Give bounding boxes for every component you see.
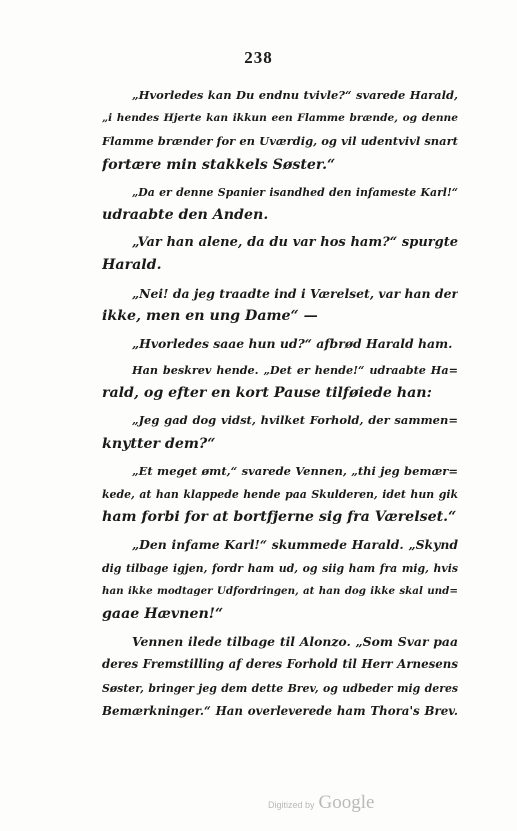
text-line: gaae Hævnen!“: [102, 605, 224, 622]
text-line: Harald.: [102, 257, 162, 274]
digitized-label: Digitized by: [268, 800, 315, 810]
text-line: „Var han alene, da du var hos ham?“ spurgte: [132, 235, 458, 251]
text-line: „Nei! da jeg traadte ind i Værelset, var han der: [132, 285, 458, 301]
text-line: ikke, men en ung Dame“ —: [102, 307, 318, 324]
text-line: Søster, bringer jeg dem dette Brev, og udbeder mig deres: [102, 681, 458, 695]
text-line: Vennen ilede tilbage til Alonzo. „Som Svar paa: [132, 634, 458, 650]
text-line: „i hendes Hjerte kan ikkun een Flamme brænde, og denne: [102, 112, 458, 125]
text-line: Bemærkninger.“ Han overleverede ham Thora's Brev.: [102, 703, 458, 718]
text-line: Flamme brænder for en Uværdig, og vil udentvivl snart: [102, 134, 458, 149]
page-number: 238: [244, 48, 273, 67]
text-line: fortære min stakkels Søster.“: [102, 156, 336, 173]
body-text: [102, 84, 458, 723]
text-line: rald, og efter en kort Pause tilføiede han:: [102, 385, 432, 402]
text-line: „Hvorledes saae hun ud?“ afbrød Harald ham.: [132, 335, 453, 351]
text-line: deres Fremstilling af deres Forhold til Herr Arnesens: [102, 657, 458, 672]
text-line: dig tilbage igjen, fordr ham ud, og siig ham fra mig, hvis: [102, 561, 458, 575]
text-line: „Et meget ømt,“ svarede Vennen, „thi jeg bemær=: [132, 463, 458, 478]
text-line: „Da er denne Spanier isandhed den infameste Karl!“: [132, 185, 458, 199]
text-line: „Jeg gad dog vidst, hvilket Forhold, der sammen=: [132, 413, 458, 428]
digitized-watermark: [268, 792, 374, 814]
text-line: „Den infame Karl!“ skummede Harald. „Skynd: [132, 537, 458, 553]
text-line: Han beskrev hende. „Det er hende!“ udraabte Ha=: [132, 363, 458, 378]
text-line: knytter dem?“: [102, 435, 216, 452]
text-line: kede, at han klappede hende paa Skulderen, idet hun gik: [102, 488, 458, 501]
text-line: „Hvorledes kan Du endnu tvivle?“ svarede Harald,: [132, 88, 458, 102]
google-logo: Google: [318, 792, 375, 813]
text-line: han ikke modtager Udfordringen, at han dog ikke skal und=: [102, 584, 458, 597]
text-line: ham forbi for at bortfjerne sig fra Værelset.“: [102, 509, 457, 526]
text-line: udraabte den Anden.: [102, 206, 269, 223]
